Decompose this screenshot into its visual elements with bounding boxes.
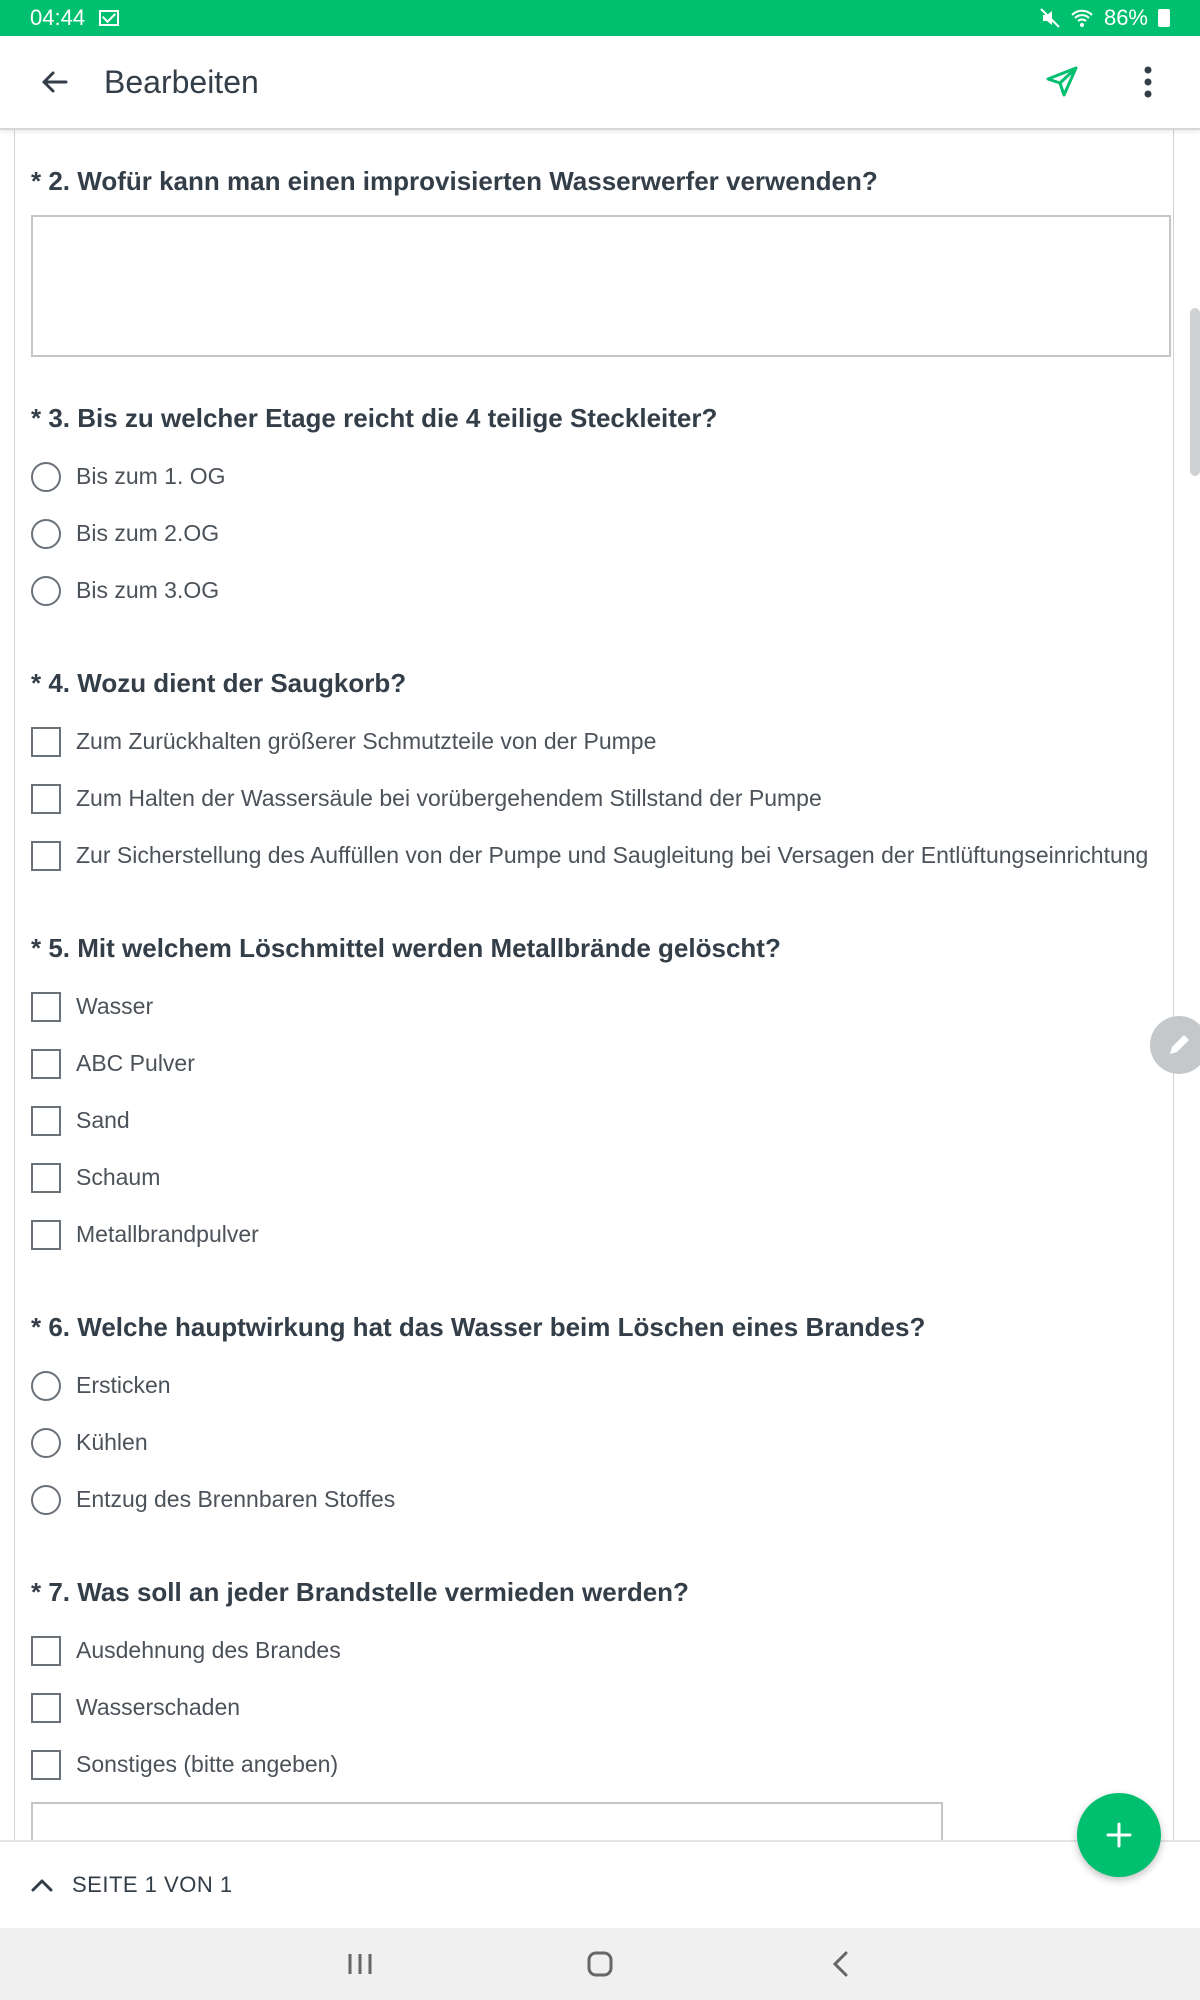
home-button[interactable] <box>560 1934 640 1994</box>
option-label: Entzug des Brennbaren Stoffes <box>76 1486 396 1512</box>
checkbox-option[interactable] <box>31 827 1151 884</box>
option-label: Zum Zurückhalten größerer Schmutzteile von der Pumpe <box>76 728 657 754</box>
radio-button[interactable] <box>31 1485 61 1515</box>
other-answer-input[interactable] <box>31 1802 943 1840</box>
option-label: Zur Sicherstellung des Auffüllen von der Pumpe und Saugleitung bei Versagen der Entlüftungseinrichtung <box>76 842 1149 868</box>
checkbox[interactable] <box>31 1106 61 1136</box>
option-label: Sonstiges (bitte angeben) <box>76 1751 339 1777</box>
checkbox-option[interactable] <box>31 1206 1151 1263</box>
send-button[interactable] <box>1030 50 1094 114</box>
checkbox-option[interactable] <box>31 1679 1151 1736</box>
back-button[interactable] <box>22 50 86 114</box>
recent-apps-button[interactable] <box>320 1934 400 1994</box>
option-label: Metallbrandpulver <box>76 1221 259 1247</box>
question-7 <box>31 1577 1151 1793</box>
checkbox-option[interactable] <box>31 1035 1151 1092</box>
option-label: Wasserschaden <box>76 1694 241 1720</box>
add-question-button[interactable] <box>1077 1793 1161 1877</box>
question-title: * 6. Welche hauptwirkung hat das Wasser beim Löschen eines Brandes? <box>31 1312 926 1342</box>
radio-option[interactable] <box>31 1414 1151 1471</box>
checkbox[interactable] <box>31 1693 61 1723</box>
paper-plane-icon <box>1045 65 1079 99</box>
answer-textarea[interactable] <box>31 215 1171 357</box>
option-label: Kühlen <box>76 1429 148 1455</box>
radio-button[interactable] <box>31 1371 61 1401</box>
radio-option[interactable] <box>31 562 1151 619</box>
checkbox-option[interactable] <box>31 1149 1151 1206</box>
plus-icon <box>1104 1820 1134 1850</box>
page-indicator: SEITE 1 VON 1 <box>72 1872 233 1897</box>
checkbox-option[interactable] <box>31 1736 1151 1793</box>
option-label: ABC Pulver <box>76 1050 195 1076</box>
question-title: * 4. Wozu dient der Saugkorb? <box>31 668 407 698</box>
question-2 <box>31 166 1151 197</box>
question-6 <box>31 1312 1151 1528</box>
question-title: * 7. Was soll an jeder Brandstelle vermieden werden? <box>31 1577 689 1607</box>
radio-button[interactable] <box>31 462 61 492</box>
system-back-button[interactable] <box>800 1934 880 1994</box>
option-label: Ersticken <box>76 1372 171 1398</box>
scrollbar-thumb[interactable] <box>1190 308 1200 476</box>
checkbox[interactable] <box>31 992 61 1022</box>
checkbox[interactable] <box>31 1049 61 1079</box>
mail-notification-icon <box>99 10 119 26</box>
edit-button[interactable] <box>1150 1016 1200 1074</box>
option-label: Wasser <box>76 993 154 1019</box>
status-time: 04:44 <box>30 5 86 30</box>
option-label: Bis zum 1. OG <box>76 463 226 489</box>
home-icon <box>586 1950 614 1978</box>
survey-content[interactable] <box>14 130 1174 1840</box>
battery-percentage: 86% <box>1103 5 1148 30</box>
page-navigator[interactable] <box>0 1840 1200 1928</box>
question-3 <box>31 403 1151 619</box>
radio-button[interactable] <box>31 519 61 549</box>
option-label: Schaum <box>76 1164 161 1190</box>
radio-option[interactable] <box>31 1357 1151 1414</box>
checkbox-option[interactable] <box>31 1622 1151 1679</box>
option-label: Ausdehnung des Brandes <box>76 1637 341 1663</box>
system-nav-bar <box>0 1928 1200 2000</box>
radio-button[interactable] <box>31 576 61 606</box>
question-5 <box>31 933 1151 1263</box>
checkbox[interactable] <box>31 1750 61 1780</box>
recent-apps-icon <box>347 1952 373 1976</box>
radio-option[interactable] <box>31 505 1151 562</box>
radio-option[interactable] <box>31 1471 1151 1528</box>
mute-icon <box>1040 8 1060 28</box>
question-title: * 5. Mit welchem Löschmittel werden Metallbrände gelöscht? <box>31 933 781 963</box>
option-label: Bis zum 2.OG <box>76 520 220 546</box>
checkbox-option[interactable] <box>31 770 1151 827</box>
question-4 <box>31 668 1151 884</box>
checkbox-option[interactable] <box>31 1092 1151 1149</box>
option-label: Sand <box>76 1107 130 1133</box>
question-title: * 2. Wofür kann man einen improvisierten Wasserwerfer verwenden? <box>31 166 878 196</box>
app-bar <box>0 36 1200 130</box>
checkbox[interactable] <box>31 1220 61 1250</box>
more-options-button[interactable] <box>1116 50 1180 114</box>
checkbox-option[interactable] <box>31 713 1151 770</box>
page-title: Bearbeiten <box>104 63 259 100</box>
battery-icon <box>1158 9 1170 27</box>
checkbox-option[interactable] <box>31 978 1151 1035</box>
checkbox[interactable] <box>31 841 61 871</box>
pencil-icon <box>1166 1032 1192 1058</box>
radio-button[interactable] <box>31 1428 61 1458</box>
checkbox[interactable] <box>31 1636 61 1666</box>
arrow-left-icon <box>39 67 69 97</box>
more-vertical-icon <box>1143 65 1153 99</box>
option-label: Zum Halten der Wassersäule bei vorübergehendem Stillstand der Pumpe <box>76 785 822 811</box>
checkbox[interactable] <box>31 1163 61 1193</box>
wifi-icon <box>1070 8 1094 28</box>
checkbox[interactable] <box>31 784 61 814</box>
checkbox[interactable] <box>31 727 61 757</box>
back-chevron-icon <box>831 1950 849 1978</box>
radio-option[interactable] <box>31 448 1151 505</box>
option-label: Bis zum 3.OG <box>76 577 220 603</box>
question-title: * 3. Bis zu welcher Etage reicht die 4 teilige Steckleiter? <box>31 403 718 433</box>
status-bar <box>0 0 1200 36</box>
chevron-up-icon <box>30 1877 54 1893</box>
